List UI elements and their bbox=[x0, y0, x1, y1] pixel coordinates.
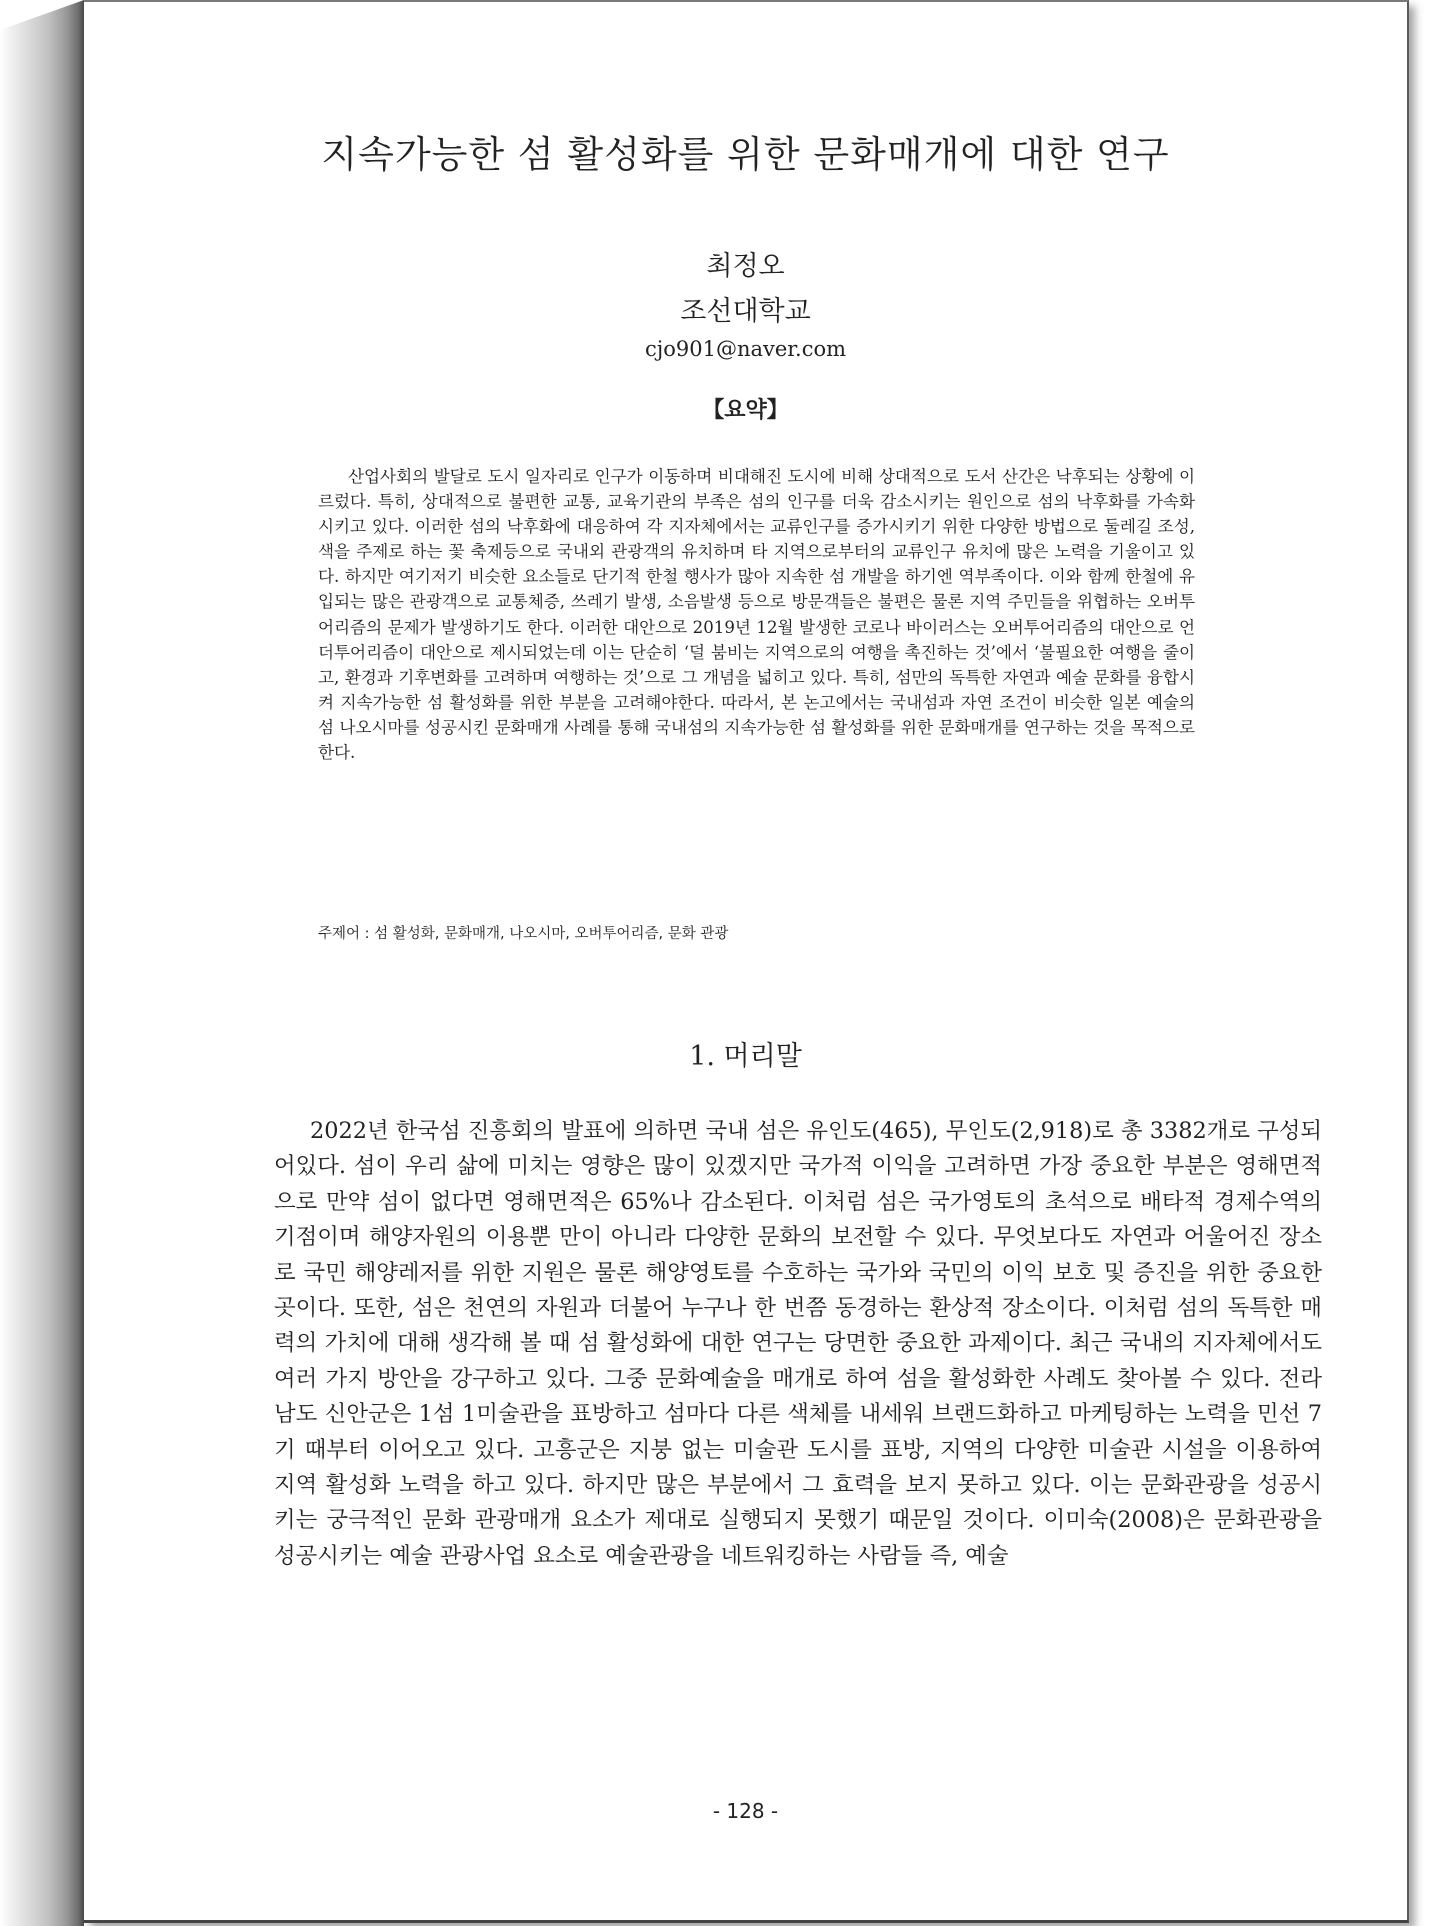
paper-page bbox=[84, 0, 1409, 1923]
page-corner-fold bbox=[0, 0, 84, 30]
page-number: - 128 - bbox=[712, 1799, 779, 1823]
author-name: 최정오 bbox=[706, 251, 785, 282]
keywords: 주제어 : 섬 활성화, 문화매개, 나오시마, 오버투어리즘, 문화 관광 bbox=[318, 926, 729, 942]
abstract-text: 산업사회의 발달로 도시 일자리로 인구가 이동하며 비대해진 도시에 비해 상대적으로 도서 산간은 낙후되는 상황에 이르렀다. 특히, 상대적으로 불편한 교통, 교육기관의 부족은 섬의 인구를 더욱 감소시키는 원인으로 섬의 낙후화를 가속화 시키고 있다. 이러한 섬의 낙후화에 대응하여 각 지자체에서는 교류인구를 증가시키기 위한 다양한 방법으로 둘레길 조성, 색을 주제로 하는 꽃 축제등으로 국내외 관광객의 유치하며 타 지역으로부터의 교류인구 유치에 많은 노력을 기울이고 있다. 하지만 여기저기 비슷한 요소들로 단기적 한철 행사가 많아 지속한 섬 개발을 하기엔 역부족이다. 이와 함께 한철에 유입되는 많은 관광객으로 교통체증, 쓰레기 발생, 소음발생 등으로 방문객들은 불편은 물론 지역 주민들을 위협하는 오버투어리즘의 문제가 발생하기도 한다. 이러한 대안으로 2019년 12월 발생한 코로나 바이러스는 오버투어리즘의 대안으로 언더투어리즘이 대안으로 제시되었는데 이는 단순히 ‘덜 붐비는 지역으로의 여행을 촉진하는 것’에서 ‘불필요한 여행을 줄이고, 환경과 기후변화를 고려하며 여행하는 것’으로 그 개념을 넓히고 있다. 특히, 섬만의 독특한 자연과 예술 문화를 융합시켜 지속가능한 섬 활성화를 위한 부분을 고려해야한다. 따라서, 본 논고에서는 국내섬과 자연 조건이 비슷한 일본 예술의 섬 나오시마를 성공시킨 문화매개 사례를 통해 국내섬의 지속가능한 섬 활성화를 위한 문화매개를 연구하는 것을 목적으로 한다. bbox=[318, 467, 1195, 763]
abstract-heading: 【요약】 bbox=[702, 397, 789, 423]
author-email: cjo901@naver.com bbox=[644, 337, 847, 361]
body-paragraph: 2022년 한국섬 진흥회의 발표에 의하면 국내 섬은 유인도(465), 무인도(2,918)로 총 3382개로 구성되어있다. 섬이 우리 삶에 미치는 영향은 많이 있겠지만 국가적 이익을 고려하면 가장 중요한 부분은 영해면적으로 만약 섬이 없다면 영해면적은 65%나 감소된다. 이처럼 섬은 국가영토의 초석으로 배타적 경제수역의 기점이며 해양자원의 이용뿐 만이 아니라 다양한 문화의 보전할 수 있다. 무엇보다도 자연과 어울어진 장소로 국민 해양레저를 위한 지원은 물론 해양영토를 수호하는 국가와 국민의 이익 보호 및 증진을 위한 중요한 곳이다. 또한, 섬은 천연의 자원과 더불어 누구나 한 번쯤 동경하는 환상적 장소이다. 이처럼 섬의 독특한 매력의 가치에 대해 생각해 볼 때 섬 활성화에 대한 연구는 당면한 중요한 과제이다. 최근 국내의 지자체에서도 여러 가지 방안을 강구하고 있다. 그중 문화예술을 매개로 하여 섬을 활성화한 사례도 찾아볼 수 있다. 전라남도 신안군은 1섬 1미술관을 표방하고 섬마다 다른 색체를 내세워 브랜드화하고 마케팅하는 노력을 민선 7기 때부터 이어오고 있다. 고흥군은 지붕 없는 미술관 도시를 표방, 지역의 다양한 미술관 시설을 이용하여 지역 활성화 노력을 하고 있다. 하지만 많은 부분에서 그 효력을 보지 못하고 있다. 이는 문화관광을 성공시키는 궁극적인 문화 관광매개 요소가 제대로 실행되지 못했기 때문일 것이다. 이미숙(2008)은 문화관광을 성공시키는 예술 관광사업 요소로 예술관광을 네트워킹하는 사람들 즉, 예술 bbox=[274, 1118, 1322, 1569]
paper-title: 지속가능한 섬 활성화를 위한 문화매개에 대한 연구 bbox=[321, 133, 1170, 176]
author-affiliation: 조선대학교 bbox=[680, 296, 811, 327]
page-edge-shadow bbox=[0, 0, 84, 1926]
section-heading: 1. 머리말 bbox=[689, 1041, 802, 1072]
